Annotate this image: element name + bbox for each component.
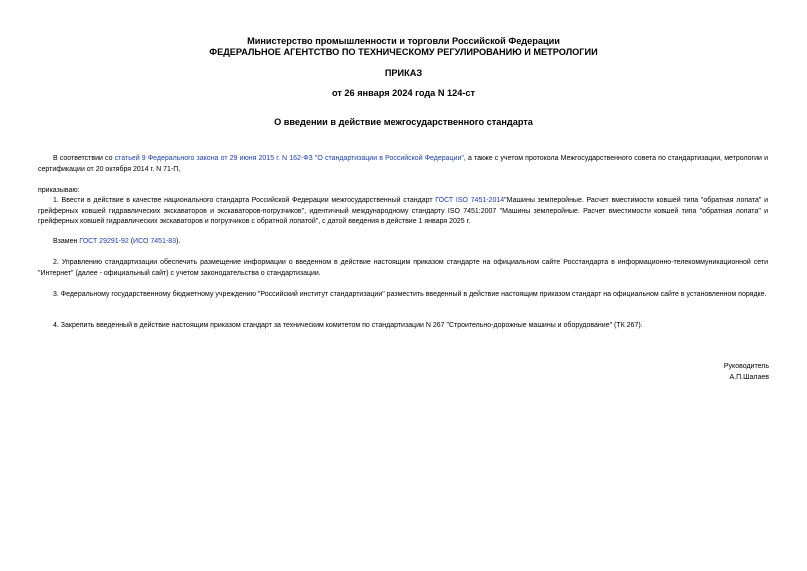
item1-pre: 1. Ввести в действие в качестве национального стандарта Российской Федерации межгосударственный стандарт (53, 197, 436, 204)
paragraph-preamble (38, 154, 768, 175)
gost-iso-link[interactable]: ГОСТ ISO 7451-2014 (435, 197, 505, 204)
item1-post: "Машины землеройные. Расчет вместимости ковшей типа "обратная лопата" и грейферных ковшей гидравлических экскаваторов и экскаваторов-погрузчиков", идентичный международному стандарту ISO 7451:2007 "Машины землеройные. Расчет вместимости ковшей типа "обратная лопата" и грейферных ковшей гидравлических экскаваторов и погрузчиков с обратной лопатой", с датой введения в действие 1 января 2025 г. (38, 197, 769, 225)
agency-heading: ФЕДЕРАЛЬНОЕ АГЕНТСТВО ПО ТЕХНИЧЕСКОМУ РЕГУЛИРОВАНИЮ И МЕТРОЛОГИИ (209, 47, 598, 57)
gost-29291-link[interactable]: ГОСТ 29291-92 (79, 238, 129, 245)
replace-pre: Взамен (53, 238, 80, 245)
order-word: приказываю: (38, 187, 80, 194)
date-number-heading: от 26 января 2024 года N 124-ст (331, 88, 476, 98)
document-title: О введении в действие межгосударственного стандарта (274, 117, 533, 127)
signature-block (724, 362, 769, 383)
paragraph-item-1 (38, 196, 768, 228)
iso-7451-83-link[interactable]: ИСО 7451-83 (133, 238, 177, 245)
doc-type-heading: ПРИКАЗ (384, 68, 423, 78)
paragraph-item-3: 3. Федеральному государственному бюджетному учреждению "Российский институт стандартизации" разместить введенный в действие настоящим приказом стандарт на официальном сайте в установленном порядке. (53, 291, 767, 298)
ministry-heading: Министерство промышленности и торговли Российской Федерации (247, 36, 560, 46)
replace-mid: ( (128, 238, 134, 245)
paragraph-item-2: 2. Управлению стандартизации обеспечить размещение информации о введенном в действие настоящим приказом стандарте на официальном сайте Росстандарта в информационно-телекоммуникационной сети "Интернет" (далее - официальный сайт) с учетом законодательства о стандартизации. (38, 259, 768, 277)
signature-role: Руководитель (723, 363, 769, 370)
paragraph-item-4: 4. Закрепить введенный в действие настоящим приказом стандарт за техническим комитетом по стандартизации N 267 "Строительно-дорожные машины и оборудование" (ТК 267). (53, 322, 643, 329)
paragraph-replace (38, 237, 768, 248)
signature-name: А.П.Шалаев (729, 373, 769, 381)
preamble-post: , а также с учетом протокола Межгосударственного совета по стандартизации, метрологии и сертификации от 20 октября 2014 г. N 71-П, (38, 155, 768, 173)
law-link[interactable]: статьей 9 Федерального закона от 29 июня 2015 г. N 162-ФЗ "О стандартизации в Российской Федерации" (114, 155, 464, 162)
replace-post: ). (176, 238, 181, 245)
preamble-pre: В соответствии со (53, 155, 115, 162)
